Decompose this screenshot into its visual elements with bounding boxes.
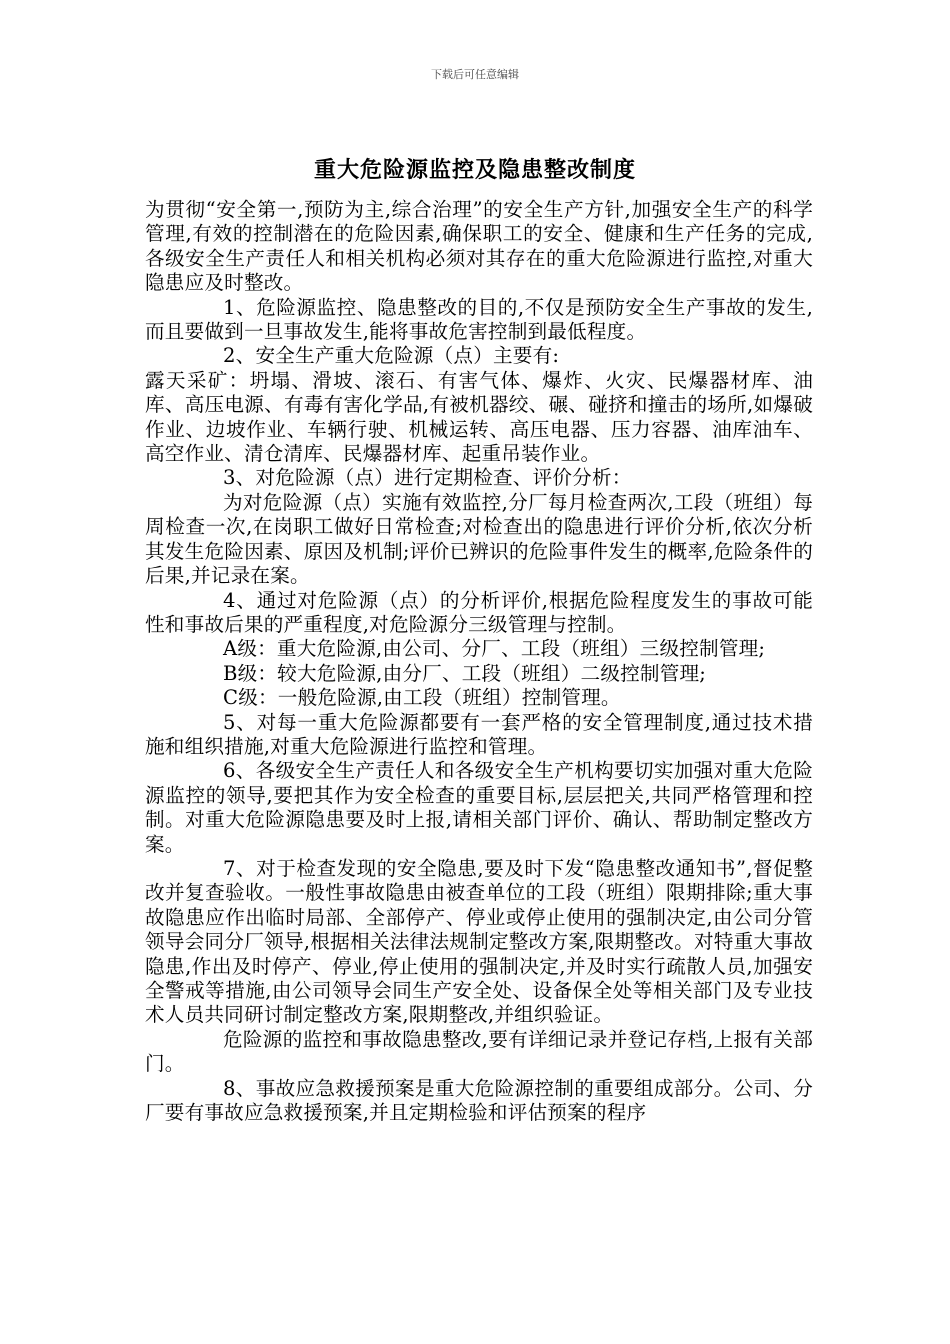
paragraph-level-c: C级：一般危险源,由工段（班组）控制管理。 (223, 686, 621, 710)
paragraph-1: 1、危险源监控、隐患整改的目的,不仅是预防安全生产事故的发生,而且要做到一旦事故发生,能将事故危害控制到最低程度。 (145, 295, 813, 344)
paragraph-intro: 为贯彻“安全第一,预防为主,综合治理”的安全生产方针,加强安全生产的科学管理,有效的控制潜在的危险因素,确保职工的安全、健康和生产任务的完成,各级安全生产责任人和相关机构必须对其存在的重大危险源进行监控,对重大隐患应及时整改。 (145, 198, 813, 295)
paragraph-2: 2、安全生产重大危险源（点）主要有: (223, 344, 560, 368)
document-title: 重大危险源监控及隐患整改制度 (313, 158, 636, 183)
paragraph-7: 7、对于检查发现的安全隐患,要及时下发“隐患整改通知书”,督促整改并复查验收。一般性事故隐患由被查单位的工段（班组）限期排除;重大事故隐患应作出临时局部、全部停产、停业或停止使用的强制决定,由公司分管领导会同分厂领导,根据相关法律法规制定整改方案,限期整改。对特重大事故隐患,作出及时停产、停业,停止使用的强制决定,并及时实行疏散人员,加强安全警戒等措施,由公司领导会同生产安全处、设备保全处等相关部门及专业技术人员共同研讨制定整改方案,限期整改,并组织验证。 (145, 856, 813, 1027)
document-body (145, 198, 813, 1125)
page-header-note: 下载后可任意编辑 (431, 68, 519, 81)
paragraph-5: 5、对每一重大危险源都要有一套严格的安全管理制度,通过技术措施和组织措施,对重大危险源进行监控和管理。 (145, 710, 813, 758)
paragraph-8: 8、事故应急救援预案是重大危险源控制的重要组成部分。公司、分厂要有事故应急救援预案,并且定期检验和评估预案的程序 (145, 1076, 813, 1125)
paragraph-level-b: B级：较大危险源,由分厂、工段（班组）二级控制管理; (223, 661, 707, 685)
paragraph-hazard-list: 露天采矿：坍塌、滑坡、滚石、有害气体、爆炸、火灾、民爆器材库、油库、高压电源、有毒有害化学品,有被机器绞、碾、碰挤和撞击的场所,如爆破作业、边坡作业、车辆行驶、机械运转、高压电器、压力容器、油库油车、高空作业、清仓清库、民爆器材库、起重吊装作业。 (145, 368, 813, 466)
paragraph-records: 危险源的监控和事故隐患整改,要有详细记录并登记存档,上报有关部门。 (145, 1027, 813, 1076)
paragraph-inspection: 为对危险源（点）实施有效监控,分厂每月检查两次,工段（班组）每周检查一次,在岗职工做好日常检查;对检查出的隐患进行评价分析,依次分析其发生危险因素、原因及机制;评价已辨识的危险事件发生的概率,危险条件的后果,并记录在案。 (145, 490, 813, 588)
paragraph-6: 6、各级安全生产责任人和各级安全生产机构要切实加强对重大危险源监控的领导,要把其作为安全检查的重要目标,层层把关,共同严格管理和控制。对重大危险源隐患要及时上报,请相关部门评价、确认、帮助制定整改方案。 (145, 759, 813, 856)
paragraph-level-a: A级：重大危险源,由公司、分厂、工段（班组）三级控制管理; (223, 637, 766, 661)
paragraph-3: 3、对危险源（点）进行定期检查、评价分析： (223, 466, 632, 490)
paragraph-4: 4、通过对危险源（点）的分析评价,根据危险程度发生的事故可能性和事故后果的严重程度,对危险源分三级管理与控制。 (145, 588, 813, 636)
